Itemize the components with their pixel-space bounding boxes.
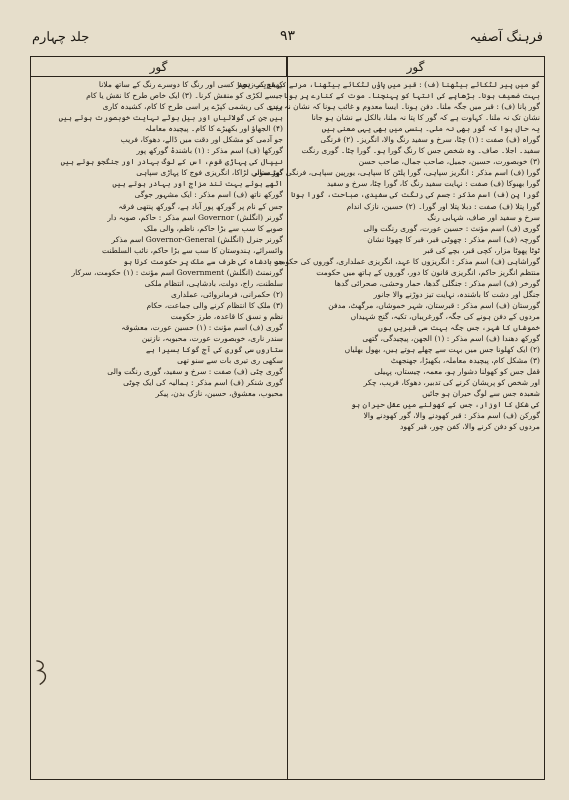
text-line: گورا (ف) اسم مذکر : انگریز سپاہی، گورا پلٹن کا سپاہی، یورپین سپاہی، فرنگی گھڑ سوار [253,168,540,178]
right-column-heading: گور [287,57,544,77]
text-line: نیپال کی پہاڑی قوم، اس کے لوگ بہادر اور جنگجو ہوتے ہیں [60,157,283,167]
text-line: گورا بھبوکا (ف) صفت : نہایت سفید رنگ کا، گورا چٹا، سرخ و سفید [326,179,540,189]
text-line: سرخ و سفید اور صاف، شہابی رنگ [427,212,540,222]
right-column [237,79,540,777]
text-line: قفل جس کو کھولنا دشوار ہو، معمہ، چیستاں، پہیلی [374,367,540,377]
page-frame [30,56,545,780]
text-line: محبوب، معشوق، حسین، نازک بدن، پیکر [155,389,283,399]
text-line: گوری (ف) اسم مؤنث : حسین عورت، گوری رنگت والی [363,223,540,233]
text-line: جس کے نام پر گورکھ پور آباد ہے، گورکھ پنتھی فرقہ [118,201,283,211]
text-line: جو آدمی کو مشکل اور دقت میں ڈالے، دھوکا، فریب [120,135,283,145]
text-line: کھینچ کر زنجیر کسی اور رنگ کا دوسرے رنگ کے ساتھ ملانا [98,80,283,89]
text-line: (۲) حکمرانی، فرمانروائی، عملداری [170,289,283,299]
text-line: وائسرائے، ہندوستان کا سب سے بڑا حاکم، نائب السلطنت [101,245,283,255]
text-line: گوری چٹی (ف) صفت : سرخ و سفید، گوری رنگت والی [107,367,283,377]
text-line: کوہستانی لڑاکا، انگریزی فوج کا پہاڑی سپاہی [136,168,283,178]
text-line: گوری (ف) اسم مؤنث : (۱) حسین عورت، معشوقہ [121,323,283,333]
text-line: سندر ناری، خوبصورت عورت، محبوبہ، نازنین [141,334,283,344]
text-line: گورکھ دھندا (ف) اسم مذکر : (۱) الجھن، پیچیدگی، گتھی [362,334,540,344]
running-head [30,26,545,48]
page-number: ۹۳ [279,28,296,44]
text-line: گورا پن (ف) اسم مذکر : جسم کی رنگت کی سفیدی، صباحت، گورا ہونا [291,190,540,200]
text-line: اور شخص کو پریشان کرنے کی تدبیر، دھوکا، فریب، چکر [363,378,540,388]
text-line: گورنر (انگلش) Governor اسم مذکر : حاکم، صوبہ دار [107,212,283,222]
text-line: نظم و نسق کا قاعدہ، طرز حکومت [170,311,283,321]
text-line: گوراشاہی (ف) اسم مذکر : انگریزوں کا عہد، انگریزی عملداری، گوروں کی حکومت [273,256,540,266]
text-line: جو بادشاہ کی طرف سے ملک پر حکومت کرتا ہو [123,256,283,266]
text-line: گورا پتلا (ف) صفت : دبلا پتلا اور گورا۔ (۲) حسین، نازک اندام [346,201,540,211]
text-line: ستاروں سی گوری کی آج گوکا بسیرا ہے [145,345,283,355]
text-line: خموشاں کا شہر، جس جگہ بہت سی قبریں ہوں [378,323,540,333]
text-line: شعبدہ جس سے لوگ حیران ہو جائیں [422,389,540,399]
text-line: گو میں پیر لٹکائے بیٹھنا (ف) : قبر میں پاؤں لٹکائے بیٹھنا، مرنے کے قریب ہونا [237,80,540,89]
text-line: گور پانا (ف) : قبر میں جگہ ملنا۔ دفن ہونا۔ ایسا معدوم و غائب ہونا کہ نشان نہ رہے [269,102,540,112]
text-line: نشان تک نہ ملنا۔ کہاوت ہے کہ گور کا پتا نہ ملنا، بالکل بے نشان ہو جانا [311,113,540,123]
text-line: گورنر جنرل (انگلش) Governor-General اسم مذکر [111,234,283,244]
text-line: یہ حال ہوا کہ گور بھی نہ ملی۔ ہنسی میں بھی یہی معنی ہیں [321,124,540,134]
text-line: مردوں کو دفن کرنے والا، کفن چور، قبر کھود [400,422,540,432]
text-line: گورکھ ناتھ (ف) اسم مذکر : ایک مشہور جوگی [134,190,283,200]
text-line: جنگل اور دشت کا باشندہ، نہایت تیز دوڑنے والا جانور [373,289,540,299]
left-column-heading: گور [31,57,287,77]
text-line: ٹوٹا پھوٹا مزار، کچی قبر، بچے کی قبر [423,245,540,255]
left-column [35,79,283,777]
text-line: ہندی کی ریشمی کپڑے پر اسی طرح کا کام، کشیدہ کاری [102,102,283,112]
book-title: فرہنگ آصفیہ [469,30,543,45]
text-line: گورکن (ف) اسم مذکر : قبر کھودنے والا، گور کھودنے والا [363,411,540,421]
text-line: منتظم انگریز حاکم، انگریزی قانون کا دور، گوروں کے ہاتھ میں حکومت [316,267,540,277]
text-line: بہت ضعیف ہونا۔ بڑھاپے کی انتہا کو پہنچنا۔ موت کے کنارے پر ہونا [284,91,540,101]
text-line: جیسے لکڑی کو منقش کرنا۔ (۳) ایک خاص طرح کا نقش یا کام [86,91,283,101]
text-line: صوبے کا سب سے بڑا حاکم، ناظم، والی ملک [143,223,283,233]
text-line: کی شکل کا اوزار، جس کے کھولنے میں عقل حیران ہو [351,400,540,410]
text-line: سفید۔ اجلا۔ صاف۔ وہ شخص جس کا رنگ گورا ہو۔ گورا چٹا۔ گوری رنگت [301,146,540,156]
text-line: گوراہ (ف) صفت : (۱) چٹا، سرخ و سفید رنگ والا، انگریز۔ (۲) فرنگی [320,135,540,145]
text-line: (۴) الجھاؤ اور بکھیڑے کا کام۔ پیچیدہ معاملہ [144,124,283,134]
text-line: اٹھے ہوئے بہت تند مزاج اور بہادر ہوتے ہیں [112,179,283,189]
text-line: گورخر (ف) اسم مذکر : جنگلی گدھا، حمار وحشی، صحرائی گدھا [334,278,540,288]
text-line: (۳) خوبصورت، حسین، جمیل، صاحب جمال، صاحب حسن [358,157,540,167]
text-line: سکھی ری تیری بات سے سنو تھی [177,356,283,366]
text-line: گوری شنکر (ف) اسم مذکر : ہمالیہ کی ایک چوٹی [123,378,283,388]
text-line: (۳) مشکل کام، پیچیدہ معاملہ، بکھیڑا، جھنجھٹ [390,356,540,366]
text-line: ہیں جن کی گولائیاں اور بیل بوٹے نہایت خوبصورت ہوتے ہیں [58,113,283,123]
text-line: (۳) ملک کا انتظام کرنے والی جماعت، حکام [146,300,283,310]
text-line: گورستان (ف) اسم مذکر : قبرستان، شہر خموشاں، مرگھٹ، مدفن [328,300,540,310]
text-line: گورچہ (ف) اسم مذکر : چھوٹی قبر، قبر کا چھوٹا نشان [367,234,540,244]
text-line: مردوں کے دفن ہونے کی جگہ، گورغریباں، تکیہ، گنج شہیداں [350,311,540,321]
text-line: گورکھا (ف) اسم مذکر : (۱) باشندۂ گورکھ پور [136,146,283,156]
volume-label: جلد چہارم [32,30,90,45]
text-line: گورنمنٹ (انگلش) Government اسم مؤنث : (۱) حکومت، سرکار [71,267,283,277]
text-line: (۲) ایک کھلونا جس میں بہت سے چھلے ہوتے ہیں، بھول بھلیاں [344,345,540,355]
text-line: سلطنت، راج، دولت، بادشاہی، انتظام ملکی [144,278,283,288]
column-divider [287,57,288,779]
